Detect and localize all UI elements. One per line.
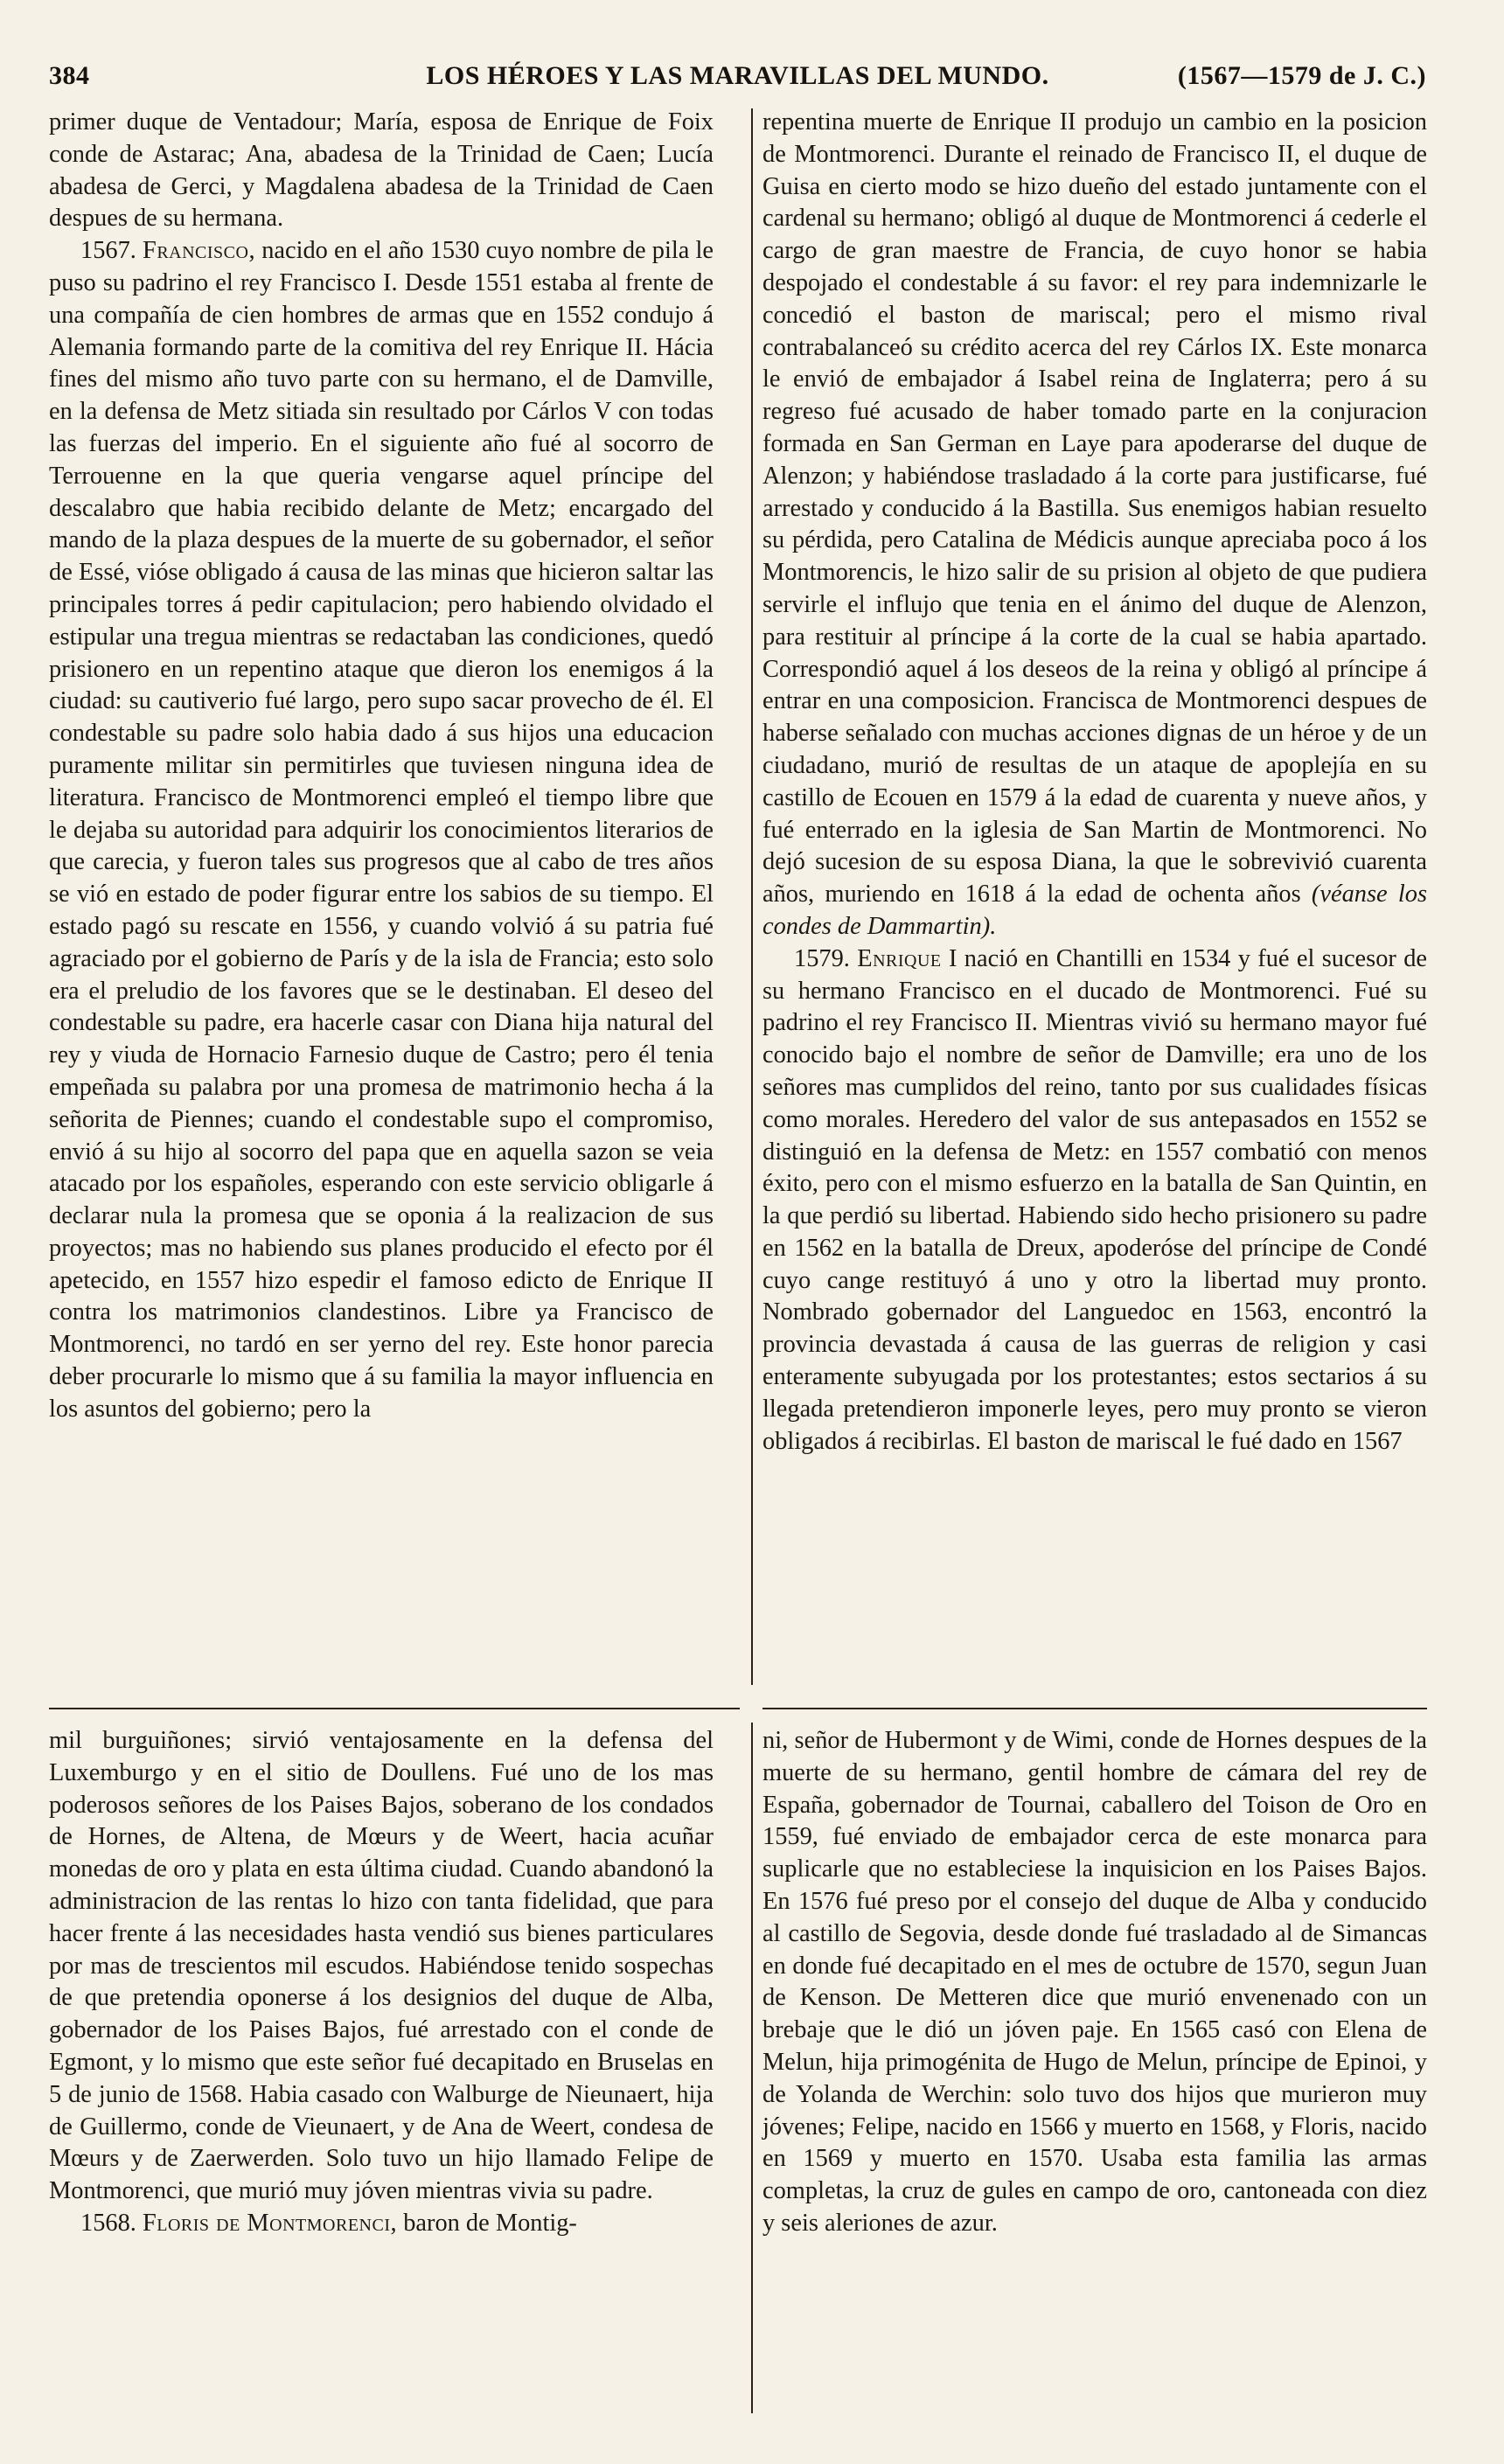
date-range: (1567—1579 de J. C.) [1177,61,1426,90]
paragraph-text: baron de Montig- [397,2209,577,2237]
paragraph [49,2208,714,2240]
running-header [49,61,1426,101]
paragraph [49,235,714,1425]
paragraph-text: ni, señor de Hubermont y de Wimi, conde de Hornes despues de la muerte de su hermano, gentil hombre de cámara del rey de España, gobernador de Tournai, caballero del Toison de Oro en 1559, fué enviado de embajador cerca de este monarca para suplicarle que no estableciese la inquisicion en los Paises Bajos. En 1576 fué preso por el consejo del duque de Alba y conducido al castillo de Segovia, desde donde fué trasladado al de Simancas en donde fué decapitado en el mes de octubre de 1570, segun Juan de Kenson. De Metteren dice que murió envenenado con un brebaje que le dió un jóven paje. En 1565 casó con Elena de Melun, hija primogénita de Hugo de Melun, príncipe de Epinoi, y de Yolanda de Werchin: solo tuvo dos hijos que murieron muy jóvenes; Felipe, nacido en 1566 y muerto en 1568, y Floris, nacido en 1569 y muerto en 1570. Usaba esta familia las armas completas, la cruz de gules en campo de oro, cantoneada con diez y seis aleriones de azur. [762,1727,1427,2237]
paragraph-text: primer duque de Ventadour; María, esposa de Enrique de Foix conde de Astarac; Ana, abadesa de la Trinidad de Caen; Lucía abadesa de Gerci, y Magdalena abadesa de la Trinidad de Caen despues de su hermana. [49,108,714,233]
entry-name: Enrique [857,944,942,972]
entry-name: Floris de Montmorenci, [142,2209,398,2237]
paragraph [762,943,1427,1458]
paragraph [762,107,1427,943]
section-rule-left [49,1708,740,1709]
paragraph [49,107,714,235]
column-top-left [49,107,714,1685]
section-rule-right [762,1708,1427,1709]
entry-name: Francisco, [143,237,256,265]
column-bottom-right [762,1725,1427,2433]
page-number: 384 [49,61,90,90]
entry-number: 1568. [80,2209,143,2237]
column-top-right [762,107,1427,1685]
paragraph-text: nacido en el año 1530 cuyo nombre de pila le puso su padrino el rey Francisco I. Desde 1551 estaba al frente de una compañía de cien hombres de armas que en 1552 condujo á Alemania formando parte de la comitiva del rey Enrique II. Hácia fines del mismo año tuvo parte con su hermano, el de Damville, en la defensa de Metz sitiada sin resultado por Cárlos V con todas las fuerzas del imperio. En el siguiente año fué al socorro de Terrouenne en la que queria vengarse aquel príncipe del descalabro que habia recibido delante de Metz; encargado del mando de la plaza despues de la muerte de su gobernador, el señor de Essé, vióse obligado á causa de las minas que hicieron saltar las principales torres á pedir capitulacion; pero habiendo olvidado el estipular una tregua mientras se redactaban las condiciones, quedó prisionero en un repentino ataque que dieron los enemigos á la ciudad: su cautiverio fué largo, pero supo sacar provecho de él. El condestable su padre solo habia dado á sus hijos una educacion puramente militar sin permitirles que tuviesen ninguna idea de literatura. Francisco de Montmorenci empleó el tiempo libre que le dejaba su autoridad para adquirir los conocimientos literarios de que carecia, y fueron tales sus progresos que al cabo de tres años se vió en estado de poder figurar entre los sabios de su tiempo. El estado pagó su rescate en 1556, y cuando volvió á su patria fué agraciado por el gobierno de París y de la isla de Francia; esto solo era el preludio de los favores que se le destinaban. El deseo del condestable su padre, era hacerle casar con Diana hija natural del rey y viuda de Hornacio Farnesio duque de Castro; pero él tenia empeñada su palabra por una promesa de matrimonio hecha á la señorita de Piennes; cuando el condestable supo el compromiso, envió á su hijo al socorro del papa que en aquella sazon se veia atacado por los españoles, esperando con este servicio obligarle á declarar nula la promesa que se oponia á la realizacion de sus proyectos; mas no habiendo sus planes producido el efecto por él apetecido, en 1557 hizo espedir el famoso edicto de Enrique II contra los matrimonios clandestinos. Libre ya Francisco de Montmorenci, no tardó en ser yerno del rey. Este honor parecia deber procurarle lo mismo que á su familia la mayor influencia en los asuntos del gobierno; pero la [49,237,714,1423]
entry-number: 1567. [80,237,143,265]
paragraph-text: I nació en Chantilli en 1534 y fué el sucesor de su hermano Francisco en el ducado de Montmorenci. Fué su padrino el rey Francisco II. Mientras vivió su hermano mayor fué conocido bajo el nombre de señor de Damville; era uno de los señores mas cumplidos del reino, tanto por sus cualidades físicas como morales. Heredero del valor de sus antepasados en 1552 se distinguió en la defensa de Metz: en 1557 combatió con menos éxito, pero con el mismo esfuerzo en la batalla de San Quintin, en la que perdió su libertad. Habiendo sido hecho prisionero su padre en 1562 en la batalla de Dreux, apoderóse del príncipe de Condé cuyo cange restituyó á uno y otro la libertad muy pronto. Nombrado gobernador del Languedoc en 1563, encontró la provincia devastada á causa de las guerras de religion y casi enteramente subyugada por los protestantes; estos sectarios á su llegada pretendieron imponerle leyes, pero muy pronto se vieron obligados á recibirlas. El baston de mariscal le fué dado en 1567 [762,944,1427,1455]
column-bottom-left [49,1725,714,2433]
running-title: LOS HÉROES Y LAS MARAVILLAS DEL MUNDO. [426,61,1049,90]
column-divider-bottom [751,1723,753,2413]
paragraph-text: mil burguiñones; sirvió ventajosamente en la defensa del Luxemburgo y en el sitio de Doullens. Fué uno de los mas poderosos señores de los Paises Bajos, soberano de los condados de Hornes, de Altena, de Mœurs y de Weert, hacia acuñar monedas de oro y plata en esta última ciudad. Cuando abandonó la administracion de las rentas lo hizo con tanta fidelidad, que para hacer frente á las necesidades hasta vendió sus bienes particulares por mas de trescientos mil escudos. Habiéndose tenido sospechas de que pretendia oponerse á los designios del duque de Alba, gobernador de los Paises Bajos, fué arrestado con el conde de Egmont, y lo mismo que este señor fué decapitado en Bruselas en 5 de junio de 1568. Habia casado con Walburge de Nieunaert, hija de Guillermo, conde de Vieunaert, y de Ana de Weert, condesa de Mœurs y de Zaerwerden. Solo tuvo un hijo llamado Felipe de Montmorenci, que murió muy jóven mientras vivia su padre. [49,1727,714,2205]
paragraph [49,1725,714,2208]
column-divider-top [751,108,753,1685]
italic-reference: (véanse los condes de Dammartin). [762,880,1427,940]
paragraph-text: repentina muerte de Enrique II produjo un cambio en la posicion de Montmorenci. Durante el reinado de Francisco II, el duque de Guisa en cierto modo se hizo dueño del estado juntamente con el cardenal su hermano; obligó al duque de Montmorenci á cederle el cargo de gran maestre de Francia, de cuyo honor se habia despojado el condestable á su favor: el rey para indemnizarle le concedió el baston de mariscal; pero el mismo rival contrabalanceó su crédito acerca del rey Cárlos IX. Este monarca le envió de embajador á Isabel reina de Inglaterra; pero á su regreso fué acusado de haber tomado parte en la conjuracion formada en San German en Laye para apoderarse del duque de Alenzon; y habiéndose trasladado á la corte para justificarse, fué arrestado y conducido á la Bastilla. Sus enemigos habian resuelto su pérdida, pero Catalina de Médicis aunque apreciaba poco á los Montmorencis, le hizo salir de su prision al objeto de que pudiera servirle el influjo que tenia en el ánimo del duque de Alenzon, para restituir al príncipe á la corte de la cual se habia apartado. Correspondió aquel á los deseos de la reina y obligó al príncipe á entrar en una composicion. Francisca de Montmorenci despues de haberse señalado con muchas acciones dignas de un héroe y de un ciudadano, murió de resultas de un ataque de apoplejía en su castillo de Ecouen en 1579 á la edad de cuarenta y nueve años, y fué enterrado en la iglesia de San Martin de Montmorenci. No dejó sucesion de su esposa Diana, la que le sobrevivió cuarenta años, muriendo en 1618 á la edad de ochenta años [762,108,1427,908]
paragraph [762,1725,1427,2240]
entry-number: 1579. [794,944,858,972]
